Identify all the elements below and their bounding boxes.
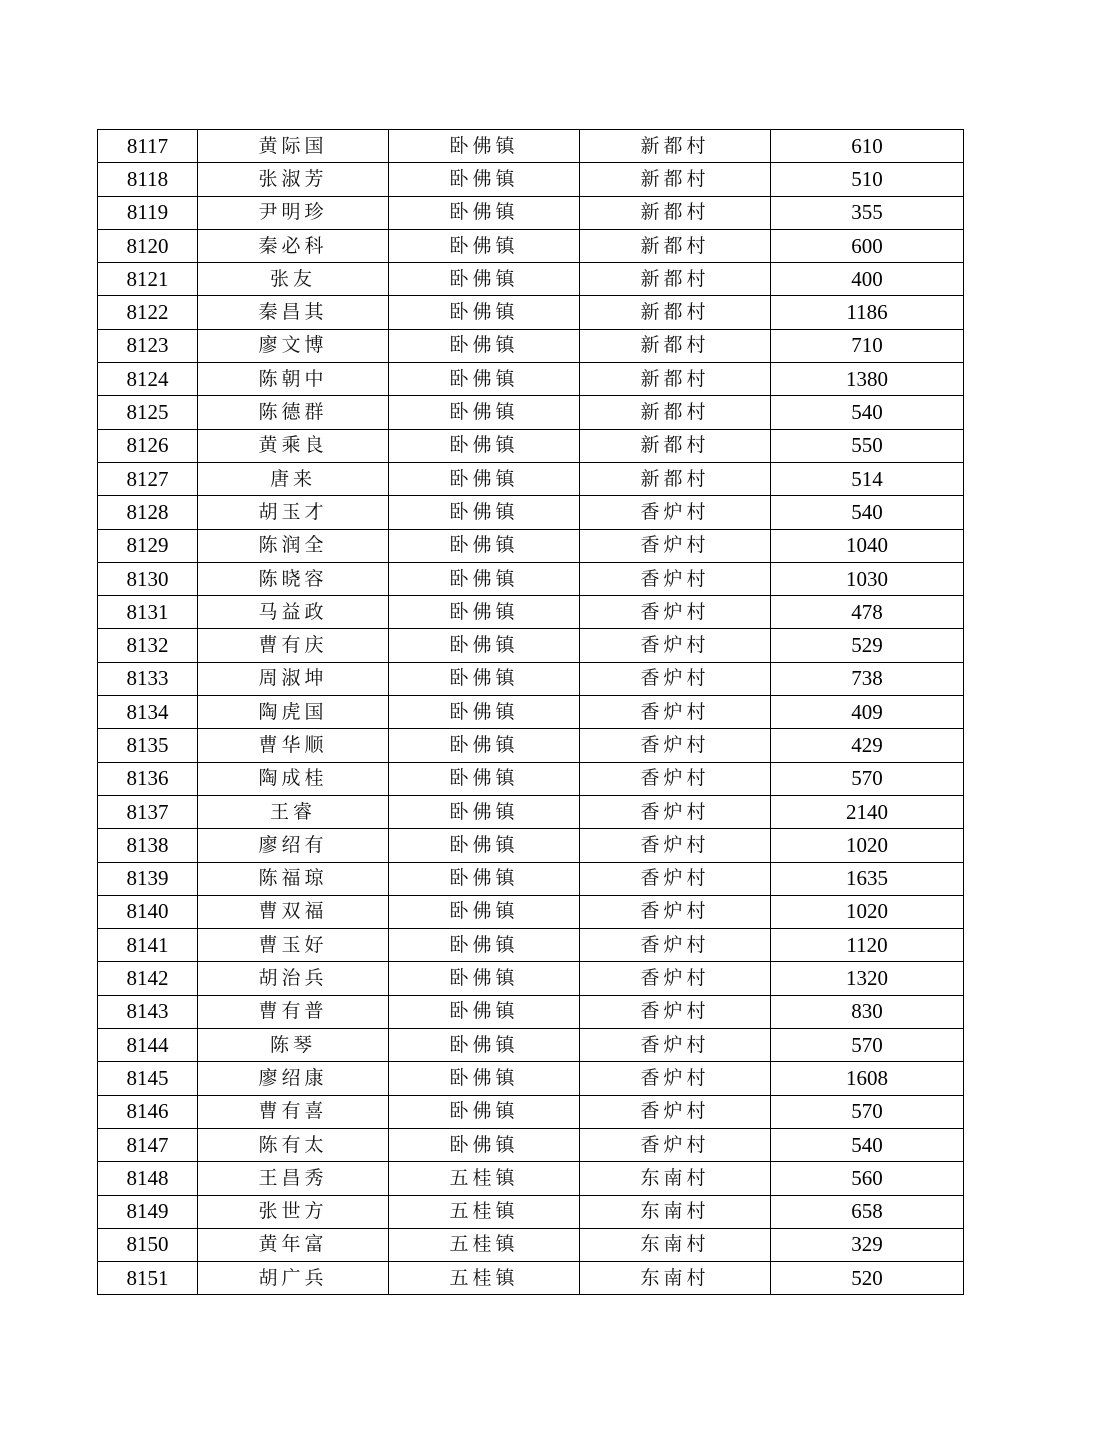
- table-row: [98, 296, 964, 329]
- cell-serial-number: 8148: [98, 1162, 198, 1195]
- cell-town: 五桂镇: [389, 1228, 580, 1261]
- cell-village: 新都村: [580, 329, 771, 362]
- cell-amount: 540: [771, 396, 964, 429]
- cell-amount: 550: [771, 429, 964, 462]
- cell-serial-number: 8146: [98, 1095, 198, 1128]
- cell-town: 卧佛镇: [389, 529, 580, 562]
- cell-serial-number: 8130: [98, 562, 198, 595]
- cell-name: 廖文博: [198, 329, 389, 362]
- cell-amount: 1040: [771, 529, 964, 562]
- table-row: [98, 962, 964, 995]
- cell-serial-number: 8118: [98, 163, 198, 196]
- cell-town: 卧佛镇: [389, 1095, 580, 1128]
- table-row: [98, 1162, 964, 1195]
- cell-serial-number: 8143: [98, 995, 198, 1028]
- cell-amount: 429: [771, 729, 964, 762]
- cell-amount: 1030: [771, 562, 964, 595]
- cell-name: 陈琴: [198, 1029, 389, 1062]
- table-row: [98, 596, 964, 629]
- cell-amount: 2140: [771, 795, 964, 828]
- cell-town: 卧佛镇: [389, 995, 580, 1028]
- cell-amount: 1020: [771, 829, 964, 862]
- cell-village: 香炉村: [580, 629, 771, 662]
- cell-amount: 1380: [771, 363, 964, 396]
- cell-town: 卧佛镇: [389, 130, 580, 163]
- cell-serial-number: 8127: [98, 462, 198, 495]
- cell-village: 香炉村: [580, 496, 771, 529]
- cell-town: 卧佛镇: [389, 829, 580, 862]
- cell-village: 香炉村: [580, 1062, 771, 1095]
- records-table: [97, 129, 964, 1295]
- cell-serial-number: 8125: [98, 396, 198, 429]
- cell-amount: 570: [771, 762, 964, 795]
- table-row: [98, 929, 964, 962]
- cell-village: 香炉村: [580, 862, 771, 895]
- cell-serial-number: 8144: [98, 1029, 198, 1062]
- cell-name: 王昌秀: [198, 1162, 389, 1195]
- cell-amount: 400: [771, 263, 964, 296]
- cell-name: 秦昌其: [198, 296, 389, 329]
- cell-town: 卧佛镇: [389, 163, 580, 196]
- cell-name: 张世方: [198, 1195, 389, 1228]
- cell-name: 陈德群: [198, 396, 389, 429]
- cell-serial-number: 8117: [98, 130, 198, 163]
- cell-serial-number: 8124: [98, 363, 198, 396]
- cell-village: 香炉村: [580, 696, 771, 729]
- table-row: [98, 895, 964, 928]
- cell-town: 卧佛镇: [389, 696, 580, 729]
- table-row: [98, 196, 964, 229]
- table-row: [98, 529, 964, 562]
- table-body: [98, 130, 964, 1295]
- cell-town: 卧佛镇: [389, 662, 580, 695]
- cell-amount: 355: [771, 196, 964, 229]
- cell-name: 唐来: [198, 462, 389, 495]
- cell-village: 新都村: [580, 396, 771, 429]
- table-row: [98, 496, 964, 529]
- cell-amount: 540: [771, 1128, 964, 1161]
- table-row: [98, 662, 964, 695]
- cell-amount: 529: [771, 629, 964, 662]
- cell-serial-number: 8120: [98, 229, 198, 262]
- cell-serial-number: 8138: [98, 829, 198, 862]
- cell-serial-number: 8145: [98, 1062, 198, 1095]
- cell-town: 卧佛镇: [389, 396, 580, 429]
- cell-village: 新都村: [580, 229, 771, 262]
- cell-serial-number: 8141: [98, 929, 198, 962]
- cell-amount: 570: [771, 1029, 964, 1062]
- cell-village: 新都村: [580, 263, 771, 296]
- cell-village: 东南村: [580, 1162, 771, 1195]
- table-row: [98, 1029, 964, 1062]
- cell-name: 秦必科: [198, 229, 389, 262]
- cell-serial-number: 8151: [98, 1262, 198, 1295]
- cell-serial-number: 8150: [98, 1228, 198, 1261]
- cell-name: 马益政: [198, 596, 389, 629]
- cell-name: 陈有太: [198, 1128, 389, 1161]
- cell-town: 五桂镇: [389, 1262, 580, 1295]
- table-row: [98, 829, 964, 862]
- cell-name: 胡广兵: [198, 1262, 389, 1295]
- cell-serial-number: 8128: [98, 496, 198, 529]
- cell-village: 新都村: [580, 296, 771, 329]
- cell-town: 卧佛镇: [389, 329, 580, 362]
- cell-name: 曹华顺: [198, 729, 389, 762]
- table-row: [98, 995, 964, 1028]
- cell-town: 卧佛镇: [389, 862, 580, 895]
- cell-town: 卧佛镇: [389, 496, 580, 529]
- cell-amount: 658: [771, 1195, 964, 1228]
- table-row: [98, 1228, 964, 1261]
- cell-amount: 329: [771, 1228, 964, 1261]
- cell-village: 香炉村: [580, 895, 771, 928]
- cell-name: 陈福琼: [198, 862, 389, 895]
- table-row: [98, 1062, 964, 1095]
- cell-name: 曹有普: [198, 995, 389, 1028]
- cell-amount: 1320: [771, 962, 964, 995]
- cell-town: 卧佛镇: [389, 1062, 580, 1095]
- table-row: [98, 462, 964, 495]
- table-row: [98, 1128, 964, 1161]
- cell-amount: 409: [771, 696, 964, 729]
- table-row: [98, 229, 964, 262]
- cell-name: 尹明珍: [198, 196, 389, 229]
- cell-name: 曹有喜: [198, 1095, 389, 1128]
- cell-town: 卧佛镇: [389, 263, 580, 296]
- cell-amount: 560: [771, 1162, 964, 1195]
- cell-town: 卧佛镇: [389, 629, 580, 662]
- cell-serial-number: 8142: [98, 962, 198, 995]
- cell-name: 黄乘良: [198, 429, 389, 462]
- cell-serial-number: 8134: [98, 696, 198, 729]
- cell-village: 东南村: [580, 1262, 771, 1295]
- cell-serial-number: 8126: [98, 429, 198, 462]
- table-row: [98, 263, 964, 296]
- table-row: [98, 130, 964, 163]
- cell-village: 香炉村: [580, 662, 771, 695]
- cell-amount: 478: [771, 596, 964, 629]
- cell-village: 新都村: [580, 130, 771, 163]
- cell-name: 张友: [198, 263, 389, 296]
- cell-amount: 1635: [771, 862, 964, 895]
- cell-amount: 710: [771, 329, 964, 362]
- table-row: [98, 562, 964, 595]
- cell-town: 卧佛镇: [389, 929, 580, 962]
- cell-amount: 600: [771, 229, 964, 262]
- table-row: [98, 762, 964, 795]
- cell-serial-number: 8129: [98, 529, 198, 562]
- cell-name: 曹双福: [198, 895, 389, 928]
- cell-town: 卧佛镇: [389, 363, 580, 396]
- cell-town: 卧佛镇: [389, 296, 580, 329]
- cell-name: 胡玉才: [198, 496, 389, 529]
- cell-village: 东南村: [580, 1195, 771, 1228]
- cell-name: 曹玉好: [198, 929, 389, 962]
- cell-name: 周淑坤: [198, 662, 389, 695]
- table-row: [98, 396, 964, 429]
- cell-town: 卧佛镇: [389, 562, 580, 595]
- cell-amount: 510: [771, 163, 964, 196]
- cell-amount: 1020: [771, 895, 964, 928]
- cell-name: 陈润全: [198, 529, 389, 562]
- cell-amount: 514: [771, 462, 964, 495]
- document-page: [97, 129, 964, 1295]
- cell-amount: 520: [771, 1262, 964, 1295]
- cell-amount: 830: [771, 995, 964, 1028]
- cell-village: 香炉村: [580, 762, 771, 795]
- cell-village: 新都村: [580, 363, 771, 396]
- cell-serial-number: 8133: [98, 662, 198, 695]
- cell-village: 香炉村: [580, 929, 771, 962]
- cell-town: 卧佛镇: [389, 596, 580, 629]
- cell-village: 新都村: [580, 462, 771, 495]
- cell-village: 香炉村: [580, 596, 771, 629]
- cell-amount: 1186: [771, 296, 964, 329]
- cell-village: 香炉村: [580, 829, 771, 862]
- cell-serial-number: 8137: [98, 795, 198, 828]
- cell-amount: 738: [771, 662, 964, 695]
- cell-serial-number: 8123: [98, 329, 198, 362]
- cell-amount: 540: [771, 496, 964, 529]
- table-row: [98, 363, 964, 396]
- table-row: [98, 1262, 964, 1295]
- table-row: [98, 1195, 964, 1228]
- table-row: [98, 629, 964, 662]
- cell-amount: 610: [771, 130, 964, 163]
- cell-town: 卧佛镇: [389, 429, 580, 462]
- cell-serial-number: 8140: [98, 895, 198, 928]
- cell-town: 卧佛镇: [389, 729, 580, 762]
- cell-village: 香炉村: [580, 562, 771, 595]
- cell-serial-number: 8149: [98, 1195, 198, 1228]
- cell-name: 陈朝中: [198, 363, 389, 396]
- cell-name: 廖绍康: [198, 1062, 389, 1095]
- cell-village: 香炉村: [580, 962, 771, 995]
- cell-serial-number: 8122: [98, 296, 198, 329]
- cell-town: 卧佛镇: [389, 229, 580, 262]
- cell-village: 新都村: [580, 196, 771, 229]
- cell-name: 陶成桂: [198, 762, 389, 795]
- cell-serial-number: 8139: [98, 862, 198, 895]
- cell-village: 新都村: [580, 429, 771, 462]
- cell-amount: 1120: [771, 929, 964, 962]
- cell-amount: 1608: [771, 1062, 964, 1095]
- cell-town: 卧佛镇: [389, 795, 580, 828]
- table-row: [98, 696, 964, 729]
- cell-name: 胡治兵: [198, 962, 389, 995]
- cell-serial-number: 8119: [98, 196, 198, 229]
- cell-village: 东南村: [580, 1228, 771, 1261]
- cell-name: 廖绍有: [198, 829, 389, 862]
- cell-serial-number: 8132: [98, 629, 198, 662]
- cell-town: 卧佛镇: [389, 895, 580, 928]
- table-row: [98, 795, 964, 828]
- cell-amount: 570: [771, 1095, 964, 1128]
- cell-town: 卧佛镇: [389, 462, 580, 495]
- cell-village: 香炉村: [580, 1029, 771, 1062]
- cell-town: 五桂镇: [389, 1162, 580, 1195]
- cell-village: 香炉村: [580, 1128, 771, 1161]
- cell-town: 五桂镇: [389, 1195, 580, 1228]
- cell-village: 香炉村: [580, 795, 771, 828]
- cell-serial-number: 8135: [98, 729, 198, 762]
- cell-village: 香炉村: [580, 1095, 771, 1128]
- cell-name: 曹有庆: [198, 629, 389, 662]
- cell-name: 王睿: [198, 795, 389, 828]
- cell-village: 新都村: [580, 163, 771, 196]
- table-row: [98, 1095, 964, 1128]
- cell-serial-number: 8131: [98, 596, 198, 629]
- cell-serial-number: 8136: [98, 762, 198, 795]
- table-row: [98, 163, 964, 196]
- cell-name: 陈晓容: [198, 562, 389, 595]
- cell-town: 卧佛镇: [389, 962, 580, 995]
- cell-village: 香炉村: [580, 729, 771, 762]
- cell-village: 香炉村: [580, 995, 771, 1028]
- cell-name: 黄年富: [198, 1228, 389, 1261]
- cell-town: 卧佛镇: [389, 762, 580, 795]
- table-row: [98, 862, 964, 895]
- table-row: [98, 429, 964, 462]
- cell-serial-number: 8121: [98, 263, 198, 296]
- table-row: [98, 729, 964, 762]
- cell-town: 卧佛镇: [389, 196, 580, 229]
- table-row: [98, 329, 964, 362]
- cell-town: 卧佛镇: [389, 1029, 580, 1062]
- cell-village: 香炉村: [580, 529, 771, 562]
- cell-name: 张淑芳: [198, 163, 389, 196]
- cell-serial-number: 8147: [98, 1128, 198, 1161]
- cell-name: 陶虎国: [198, 696, 389, 729]
- cell-town: 卧佛镇: [389, 1128, 580, 1161]
- cell-name: 黄际国: [198, 130, 389, 163]
